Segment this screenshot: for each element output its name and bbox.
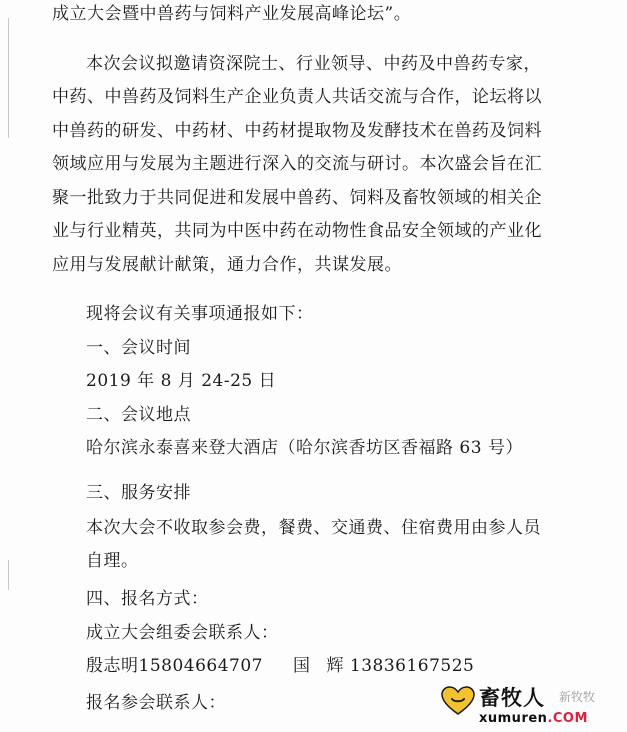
signup-contact-label: 报名参会联系人： (86, 693, 226, 713)
paragraph-line: 应用与发展献计献策，通力合作，共谋发展。 (52, 255, 402, 275)
section-heading-time: 一、会议时间 (86, 338, 191, 358)
section-heading-location: 二、会议地点 (86, 405, 191, 425)
preceding-text-line: 成立大会暨中兽药与饲料产业发展高峰论坛”。 (52, 4, 412, 24)
xumuren-watermark-logo (441, 682, 621, 730)
paragraph-line: 中药、中兽药及饲料生产企业负责人共话交流与合作，论坛将以 (52, 87, 542, 107)
section-heading-registration: 四、报名方式： (86, 589, 209, 609)
meeting-date: 2019 年 8 月 24-25 日 (86, 371, 277, 391)
contact-phone: 15804664707 (138, 656, 263, 676)
paragraph-line: 领域应用与发展为主题进行深入的交流与研讨。本次盛会旨在汇 (52, 154, 542, 174)
logo-wechat-text: 新牧牧 (559, 690, 596, 704)
logo-domain (479, 711, 588, 726)
paragraph-line: 本次会议拟邀请资深院士、行业领导、中药及中兽药专家， (86, 54, 541, 74)
intro-line: 现将会议有关事项通报如下： (86, 304, 314, 324)
organizer-contact-label: 成立大会组委会联系人： (86, 623, 279, 643)
logo-domain-suffix: .COM (547, 711, 588, 726)
contact-name: 殷志明 (86, 656, 139, 676)
contact-name-part: 辉 (326, 656, 344, 676)
meeting-location: 哈尔滨永泰喜来登大酒店（哈尔滨香坊区香福路 63 号） (86, 438, 523, 458)
logo-brand-text: 畜牧人 (479, 686, 545, 710)
paragraph-line: 业与行业精英，共同为中医中药在动物性食品安全领域的产业化 (52, 221, 542, 241)
logo-domain-main: xumuren (479, 711, 548, 726)
scan-edge-mark (8, 560, 9, 590)
services-text-line: 自理。 (86, 551, 139, 571)
heart-logo-icon (441, 686, 475, 716)
contact-name-part: 国 (292, 656, 311, 676)
section-heading-services: 三、服务安排 (86, 483, 191, 503)
paragraph-line: 中兽药的研发、中药材、中药材提取物及发酵技术在兽药及饲料 (52, 121, 542, 141)
paragraph-line: 聚一批致力于共同促进和发展中兽药、饲料及畜牧领域的相关企 (52, 188, 542, 208)
scan-edge-mark (8, 18, 9, 138)
contact-row (86, 654, 474, 678)
contact-phone: 13836167525 (349, 656, 475, 676)
services-text-line: 本次大会不收取参会费，餐费、交通费、住宿费用由参人员 (86, 518, 541, 538)
